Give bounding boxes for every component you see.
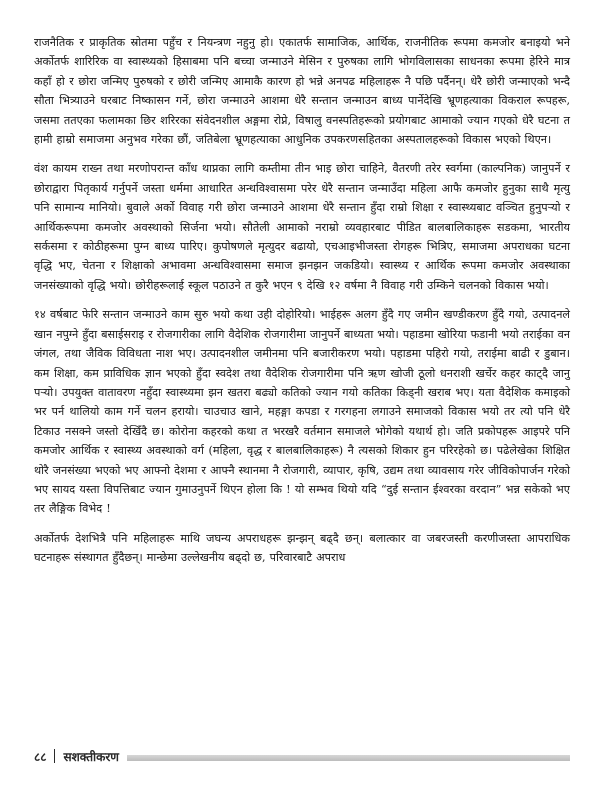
footer-label [34,748,127,765]
page-number: ८८ [34,749,47,764]
footer-divider [54,749,55,763]
paragraph: वंश कायम राख्न तथा मरणोपरान्त काँध थाप्नका लागि कम्तीमा तीन भाइ छोरा चाहिने, वैतरणी तरेर स्वर्गमा (काल्पनिक) जानुपर्ने र छोराद्वारा पितृकार्य गर्नुपर्ने जस्ता धर्ममा आधारित अन्धविश्वासमा परेर धेरै सन्तान जन्माउँदा महिला आफै कमजोर हुनुका साथै मृत्यु पनि सामान्य मानियो। बुवाले अर्को विवाह गरी छोरा जन्माउने आशमा धेरै सन्तान हुँदा राम्रो शिक्षा र स्वास्थ्यबाट वञ्चित हुनुपर्‍यो र आर्थिकरूपमा कमजोर अवस्थाको सिर्जना भयो। सौतेली आमाको नराम्रो व्यवहारबाट पीडित बालबालिकाहरू सडकमा, भारतीय सर्कसमा र कोठीहरूमा पुग्न बाध्य पारिए। कुपोषणले मृत्युदर बढायो, एचआइभीजस्ता रोगहरू भित्रिए, समाजमा अपराधका घटना वृद्धि भए, चेतना र शिक्षाको अभावमा अन्धविश्वासमा समाज झनझन जकडियो। स्वास्थ्य र आर्थिक रूपमा कमजोर अवस्थाका जनसंख्याको वृद्धि भयो। छोरीहरूलाई स्कूल पठाउने त कुरै भएन ९ देखि १२ वर्षमा नै विवाह गरी उम्किने चलनको विकास भयो। [34,162,570,292]
body-text [34,33,570,578]
section-title: सशक्तीकरण [63,749,119,764]
paragraph: राजनैतिक र प्राकृतिक स्रोतमा पहुँच र नियन्त्रण नहुनु हो। एकातर्फ सामाजिक, आर्थिक, राजनीतिक रूपमा कमजोर बनाइयो भने अर्कोतर्फ शारिरिक वा स्वास्थ्यको हिसाबमा पनि बच्चा जन्माउने मेसिन र पुरुषका लागि भोगविलासका साधनका रूपमा हेरिने मात्र कहाँ हो र छोरा जन्मिए पुरुषको र छोरी जन्मिए आमाकै कारण हो भन्ने अनपढ महिलाहरू नै पछि पर्दैनन्। धेरै छोरी जन्माएको भन्दै सौता भित्र्याउने घरबाट निष्कासन गर्ने, छोरा जन्माउने आशमा धेरै सन्तान जन्माउन बाध्य पार्नेदेखि भ्रूणहत्याका विकराल रूपहरू, जसमा ततएका फलामका छिर शरिरका संवेदनशील अङ्गमा रोप्ने, विषालु वनस्पतिहरूको प्रयोगबाट आमाको ज्यान गएको धेरै घटना त हामी हाम्रो समाजमा अनुभव गरेका छौं, जतिबेला भ्रूणहत्याका आधुनिक उपकरणसहितका अस्पतालहरूको विकास भएको थिएन। [34,36,570,147]
paragraph: अर्कोतर्फ देशभित्रै पनि महिलाहरू माथि जघन्य अपराधहरू झन्झन् बढ्दै छन्। बलात्कार वा जबरजस्ती करणीजस्ता आपराधिक घटनाहरू संस्थागत हुँदैछन्। मान्छेमा उल्लेखनीय बढ्दो छ, परिवारबाटै अपराध [34,531,570,565]
paragraph: १४ वर्षबाट फेरि सन्तान जन्माउने काम सुरु भयो कथा उही दोहोरियो। भाईहरू अलग हुँदै गए जमीन खण्डीकरण हुँदै गयो, उत्पादनले खान नपुग्ने हुँदा बसाईसराइ र रोजगारीका लागि वैदेशिक रोजगारीमा जानुपर्ने बाध्यता भयो। पहाडमा खोरिया फडानी भयो तराईका वन जंगल, तथा जैविक विविधता नाश भए। उत्पादनशील जमीनमा पनि बजारीकरण भयो। पहाडमा पहिरो गयो, तराईमा बाढी र डुबान। कम शिक्षा, कम प्राविधिक ज्ञान भएको हुँदा स्वदेश तथा वैदेशिक रोजगारीमा पनि ऋण खोजी ठूलो धनराशी खर्चेर कहर काट्दै जानु पर्‍यो। उपयुक्त वातावरण नहुँदा स्वास्थ्यमा झन खतरा बढ्यो कतिको ज्यान गयो कतिका किड्नी खराब भए। यता वैदेशिक कमाइको भर पर्न थालियो काम गर्ने चलन हरायो। चाउचाउ खाने, महङ्गा कपडा र गरगहना लगाउने समाजको विकास भयो तर त्यो पनि धेरै टिकाउ नसक्ने जस्तो देखिँदै छ। कोरोना कहरको कथा त भरखरै वर्तमान समाजले भोगेको यथार्थ हो। जति प्रकोपहरू आइपरे पनि कमजोर आर्थिक र स्वास्थ्य अवस्थाको वर्ग (महिला, वृद्ध र बालबालिकाहरू) नै त्यसको शिकार हुन परिरहेको छ। पढेलेखेका शिक्षित थोरै जनसंख्या भएको भए आफ्नो देशमा र आफ्नै स्थानमा नै रोजगारी, व्यापार, कृषि, उद्यम तथा व्यावसाय गरेर जीविकोपार्जन गरेको भए सायद यस्ता विपत्तिबाट ज्यान गुमाउनुपर्ने थिएन होला कि ! यो सम्भव थियो यदि “दुई सन्तान ईश्वरका वरदान” भन्न सकेको भए तर लैङ्गिक विभेद ! [34,308,570,516]
page-footer [34,745,570,767]
